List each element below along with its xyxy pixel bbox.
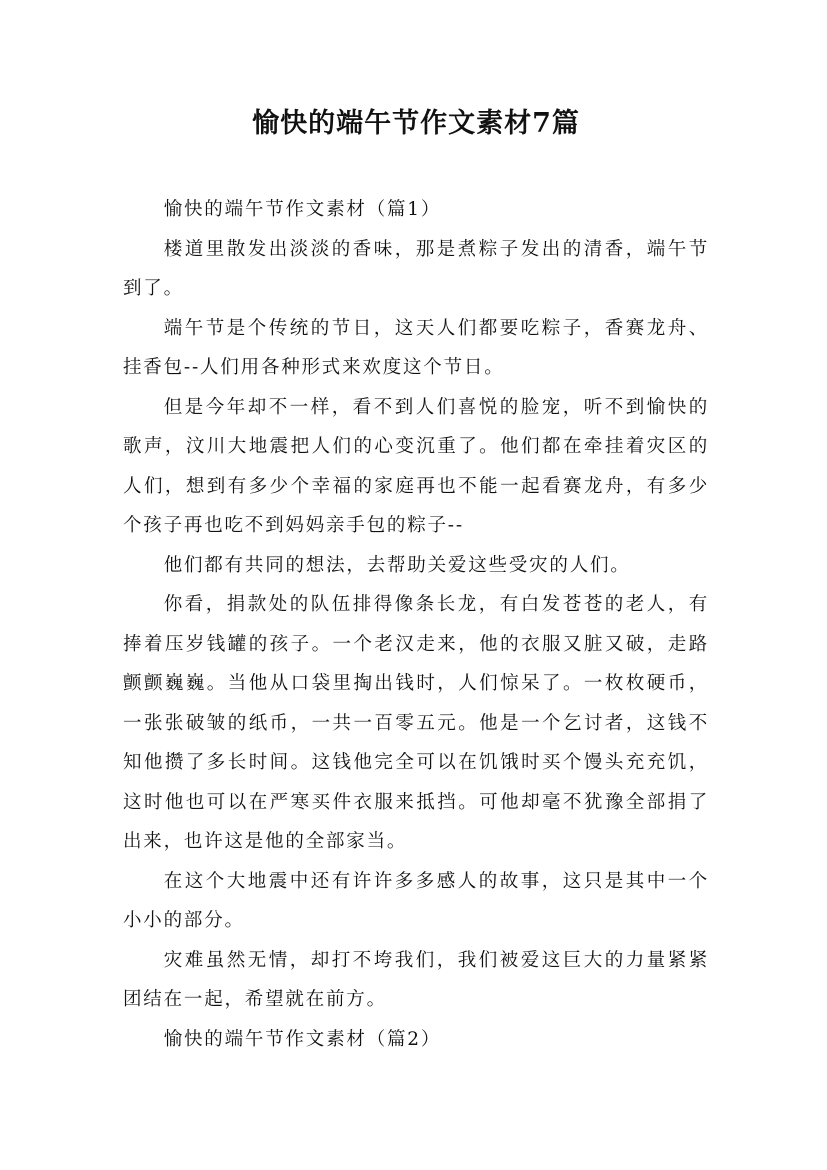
paragraph: 灾难虽然无情，却打不垮我们，我们被爱这巨大的力量紧紧团结在一起，希望就在前方。 xyxy=(123,949,709,1010)
paragraph: 在这个大地震中还有许许多多感人的故事，这只是其中一个小小的部分。 xyxy=(123,870,709,931)
paragraph: 你看，捐款处的队伍排得像条长龙，有白发苍苍的老人，有捧着压岁钱罐的孩子。一个老汉走来，他的衣服又脏又破，走路颤颤巍巍。当他从口袋里掏出钱时，人们惊呆了。一枚枚硬币，一张张破皱的纸币，一共一百零五元。他是一个乞讨者，这钱不知他攒了多长时间。这钱他完全可以在饥饿时买个馒头充充饥，这时他也可以在严寒买件衣服来抵挡。可他却毫不犹豫全部捐了出来，也许这是他的全部家当。 xyxy=(123,594,709,852)
paragraph: 但是今年却不一样，看不到人们喜悦的脸宠，听不到愉快的歌声，汶川大地震把人们的心变沉重了。他们都在牵挂着灾区的人们，想到有多少个幸福的家庭再也不能一起看赛龙舟，有多少个孩子再也吃不到妈妈亲手包的粽子-- xyxy=(123,396,709,536)
section-heading-1: 愉快的端午节作文素材（篇1） xyxy=(163,199,442,220)
section-heading-2: 愉快的端午节作文素材（篇2） xyxy=(163,1028,442,1050)
paragraph: 他们都有共同的想法，去帮助关爱这些受灾的人们。 xyxy=(163,554,631,576)
document-title: 愉快的端午节作文素材7篇 xyxy=(252,108,580,139)
paragraph: 楼道里散发出淡淡的香味，那是煮粽子发出的清香，端午节到了。 xyxy=(123,238,709,299)
paragraph: 端午节是个传统的节日，这天人们都要吃粽子，香赛龙舟、挂香包--人们用各种形式来欢度这个节日。 xyxy=(123,317,709,378)
document-body xyxy=(123,190,709,1059)
